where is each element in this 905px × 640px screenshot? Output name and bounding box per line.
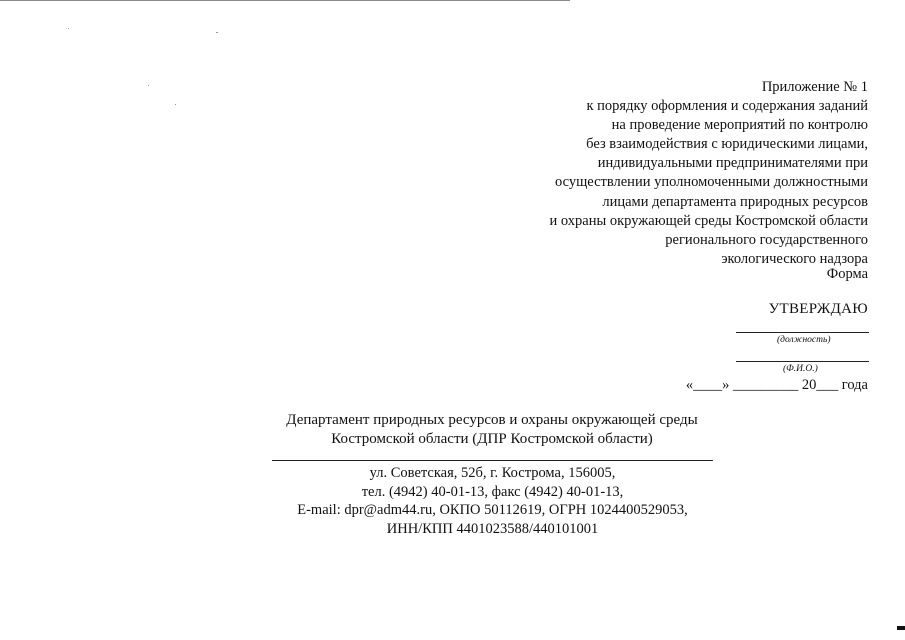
department-name-line: Костромской области (ДПР Костромской области) (331, 431, 653, 447)
department-address (272, 464, 713, 538)
department-name (272, 411, 712, 449)
approval-title: УТВЕРЖДАЮ (768, 301, 868, 317)
position-caption: (должность) (777, 335, 831, 345)
appendix-line: без взаимодействия с юридическими лицами, (586, 136, 868, 153)
appendix-line: к порядку оформления и содержания заданий (586, 98, 868, 115)
address-line: тел. (4942) 40-01-13, факс (4942) 40-01-13, (361, 483, 624, 500)
appendix-line: на проведение мероприятий по контролю (611, 117, 868, 134)
address-line: E-mail: dpr@adm44.ru, ОКПО 50112619, ОГРН 1024400529053, (297, 502, 688, 518)
position-signature-line (736, 332, 869, 333)
department-divider (272, 460, 713, 461)
department-name-line: Департамент природных ресурсов и охраны окружающей среды (286, 412, 698, 428)
scan-speck (148, 85, 149, 86)
name-signature-line (736, 361, 869, 362)
appendix-line: и охраны окружающей среды Костромской области (549, 212, 868, 229)
scan-speck (216, 32, 218, 33)
name-caption: (Ф.И.О.) (783, 364, 818, 374)
appendix-line: лицами департамента природных ресурсов (602, 193, 868, 210)
scan-edge-line (0, 0, 570, 1)
appendix-line: экологического надзора (721, 250, 868, 267)
scan-speck (175, 104, 176, 105)
address-line: ул. Советская, 52б, г. Кострома, 156005, (369, 465, 616, 481)
appendix-line: регионального государственного (665, 231, 868, 248)
appendix-line: осуществлении уполномоченными должностными (555, 174, 868, 191)
form-label: Форма (826, 266, 868, 282)
appendix-line: индивидуальными предпринимателями при (597, 155, 868, 172)
appendix-header (448, 78, 868, 269)
scan-corner-mark (897, 626, 905, 630)
approval-date-line: «____» _________ 20___ года (685, 377, 868, 393)
appendix-line: Приложение № 1 (761, 79, 868, 95)
scan-speck (68, 28, 69, 29)
address-line: ИНН/КПП 4401023588/440101001 (386, 520, 599, 537)
